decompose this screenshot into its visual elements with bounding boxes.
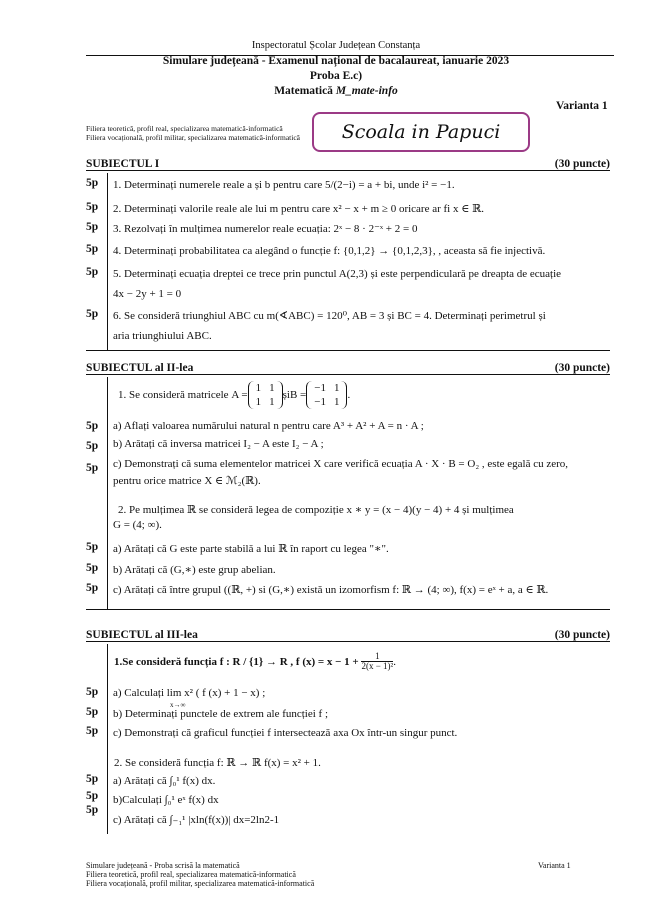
question-s1-6: 6. Se consideră triunghiul ABC cu m(∢ABC) = 120⁰, AB = 3 și BC = 4. Determinați perimetrul și bbox=[113, 310, 546, 322]
points-label: 5p bbox=[86, 773, 99, 785]
points-label: 5p bbox=[86, 462, 99, 474]
question-s1-1: 1. Determinați numerele reale a și b pentru care 5/(2−i) = a + bi, unde i² = −1. bbox=[113, 179, 455, 191]
exam-subject: Matematică M_mate-info bbox=[274, 85, 398, 97]
question-s2-2b: b) Arătați că (G,∗) este grup abelian. bbox=[113, 564, 276, 576]
question-s3-2a: a) Arătați că ∫₀¹ f(x) dx. bbox=[113, 775, 216, 787]
question-s1-2: 2. Determinați valorile reale ale lui m pentru care x² − x + m ≥ 0 oricare ar fi x ∈ ℝ. bbox=[113, 203, 485, 215]
question-s1-5: 5. Determinați ecuația dreptei ce trece prin punctul A(2,3) și este perpendiculară pe dreapta de ecuație bbox=[113, 268, 562, 280]
question-s3-2b: b)Calculați ∫₀¹ eˣ f(x) dx bbox=[113, 794, 219, 806]
points-label: 5p bbox=[86, 177, 99, 189]
subject3-margin-line bbox=[107, 644, 108, 834]
exam-proba: Proba E.c) bbox=[309, 70, 363, 82]
points-label: 5p bbox=[86, 440, 99, 452]
filiera-line-2: Filiera vocațională, profil militar, specializarea matematică-informatică bbox=[86, 133, 300, 142]
footer-line-1: Simulare județeană - Proba scrisă la matematică bbox=[86, 861, 240, 870]
subject1-heading: SUBIECTUL I (30 puncte) bbox=[86, 158, 610, 170]
question-s1-4: 4. Determinați probabilitatea ca alegând o funcție f: {0,1,2} → {0,1,2,3}, , aceasta să fie injectivă. bbox=[113, 245, 546, 257]
question-s2-1c-cont: pentru orice matrice X ∈ ℳ₂(ℝ). bbox=[113, 475, 261, 487]
points-label: 5p bbox=[86, 221, 99, 233]
subject1-margin-line bbox=[107, 173, 108, 350]
composition-law-intro: 2. Pe mulțimea ℝ se consideră legea de compoziție x ∗ y = (x − 4)(y − 4) + 4 și mulțimea bbox=[118, 504, 514, 516]
exam-title: Simulare județeană - Examenul național de bacalaureat, ianuarie 2023 bbox=[162, 55, 510, 67]
points-label: 5p bbox=[86, 308, 99, 320]
question-s3-1c: c) Demonstrați că graficul funcției f intersectează axa Ox într-un singur punct. bbox=[113, 727, 458, 739]
question-s2-1b: b) Arătați că inversa matricei I₂ − A este I₂ − A ; bbox=[113, 438, 324, 450]
footer-line-3: Filiera vocațională, profil militar, specializarea matematică-informatică bbox=[86, 879, 315, 888]
footer-line-2: Filiera teoretică, profil real, specializarea matematică-informatică bbox=[86, 870, 296, 879]
points-label: 5p bbox=[86, 725, 99, 737]
matrix-b: −1 1 −1 1 bbox=[306, 381, 347, 409]
question-s2-2a: a) Arătați că G este parte stabilă a lui ℝ în raport cu legea "∗". bbox=[113, 543, 389, 555]
subject2-margin-line bbox=[107, 377, 108, 609]
subject2-heading: SUBIECTUL al II-lea (30 puncte) bbox=[86, 362, 610, 374]
points-label: 5p bbox=[86, 582, 99, 594]
subject1-bottom-line bbox=[86, 350, 610, 351]
question-s1-5-cont: 4x − 2y + 1 = 0 bbox=[113, 288, 182, 300]
watermark-stamp: Scoala in Papuci bbox=[312, 112, 530, 152]
points-label: 5p bbox=[86, 562, 99, 574]
footer-variant: Varianta 1 bbox=[538, 861, 571, 870]
function2-definition: 2. Se consideră funcția f: ℝ → ℝ f(x) = x² + 1. bbox=[114, 757, 321, 769]
subject3-heading: SUBIECTUL al III-lea (30 puncte) bbox=[86, 629, 610, 641]
subject2-bottom-line bbox=[86, 609, 610, 610]
question-s2-2c: c) Arătați că între grupul ((ℝ, +) si (G,∗) există un izomorfism f: ℝ → (4; ∞), f(x) = eˣ + a, a ∈ ℝ. bbox=[113, 584, 549, 596]
points-label: 5p bbox=[86, 243, 99, 255]
limit-subscript: x→∞ bbox=[170, 701, 186, 709]
points-label: 5p bbox=[86, 201, 99, 213]
question-s3-1a: a) Calculați lim x² ( f (x) + 1 − x) ; bbox=[113, 687, 266, 699]
points-label: 5p bbox=[86, 804, 99, 816]
question-s3-1b: b) Determinați punctele de extrem ale funcției f ; bbox=[113, 708, 329, 720]
question-s1-6-cont: aria triunghiului ABC. bbox=[113, 330, 212, 342]
question-s3-2c: c) Arătați că ∫₋₁¹ |xln(f(x))| dx=2ln2-1 bbox=[113, 814, 280, 826]
points-label: 5p bbox=[86, 266, 99, 278]
points-label: 5p bbox=[86, 790, 99, 802]
points-label: 5p bbox=[86, 541, 99, 553]
institution: Inspectoratul Școlar Județean Constanța bbox=[251, 40, 421, 51]
matrices-definition: 1. Se consideră matricele A = 1 1 1 1 și B = −1 1 −1 1 . bbox=[118, 382, 351, 408]
variant-label: Varianta 1 bbox=[556, 100, 608, 112]
question-s2-1a: a) Aflați valoarea numărului natural n pentru care A³ + A² + A = n · A ; bbox=[113, 420, 424, 432]
filiera-line-1: Filiera teoretică, profil real, specializarea matematică-informatică bbox=[86, 124, 283, 133]
points-label: 5p bbox=[86, 420, 99, 432]
composition-law-set: G = (4; ∞). bbox=[113, 519, 162, 531]
matrix-a: 1 1 1 1 bbox=[248, 381, 283, 409]
question-s1-3: 3. Rezolvați în mulțimea numerelor reale ecuația: 2ˣ − 8 · 2⁻ˣ + 2 = 0 bbox=[113, 223, 418, 235]
question-s2-1c: c) Demonstrați că suma elementelor matricei X care verifică ecuația A · X · B = O₂ , este egală cu zero, bbox=[113, 458, 569, 470]
points-label: 5p bbox=[86, 686, 99, 698]
points-label: 5p bbox=[86, 706, 99, 718]
function-fraction: $\frac{1}{\text{2(x − 1)²}}$ bbox=[361, 651, 394, 671]
function-definition: 1.Se consideră funcția f : R / {1} → R , f (x) = x − 1 + $\frac{1}{\text{2(x − 1)²}}$ . bbox=[114, 651, 396, 671]
